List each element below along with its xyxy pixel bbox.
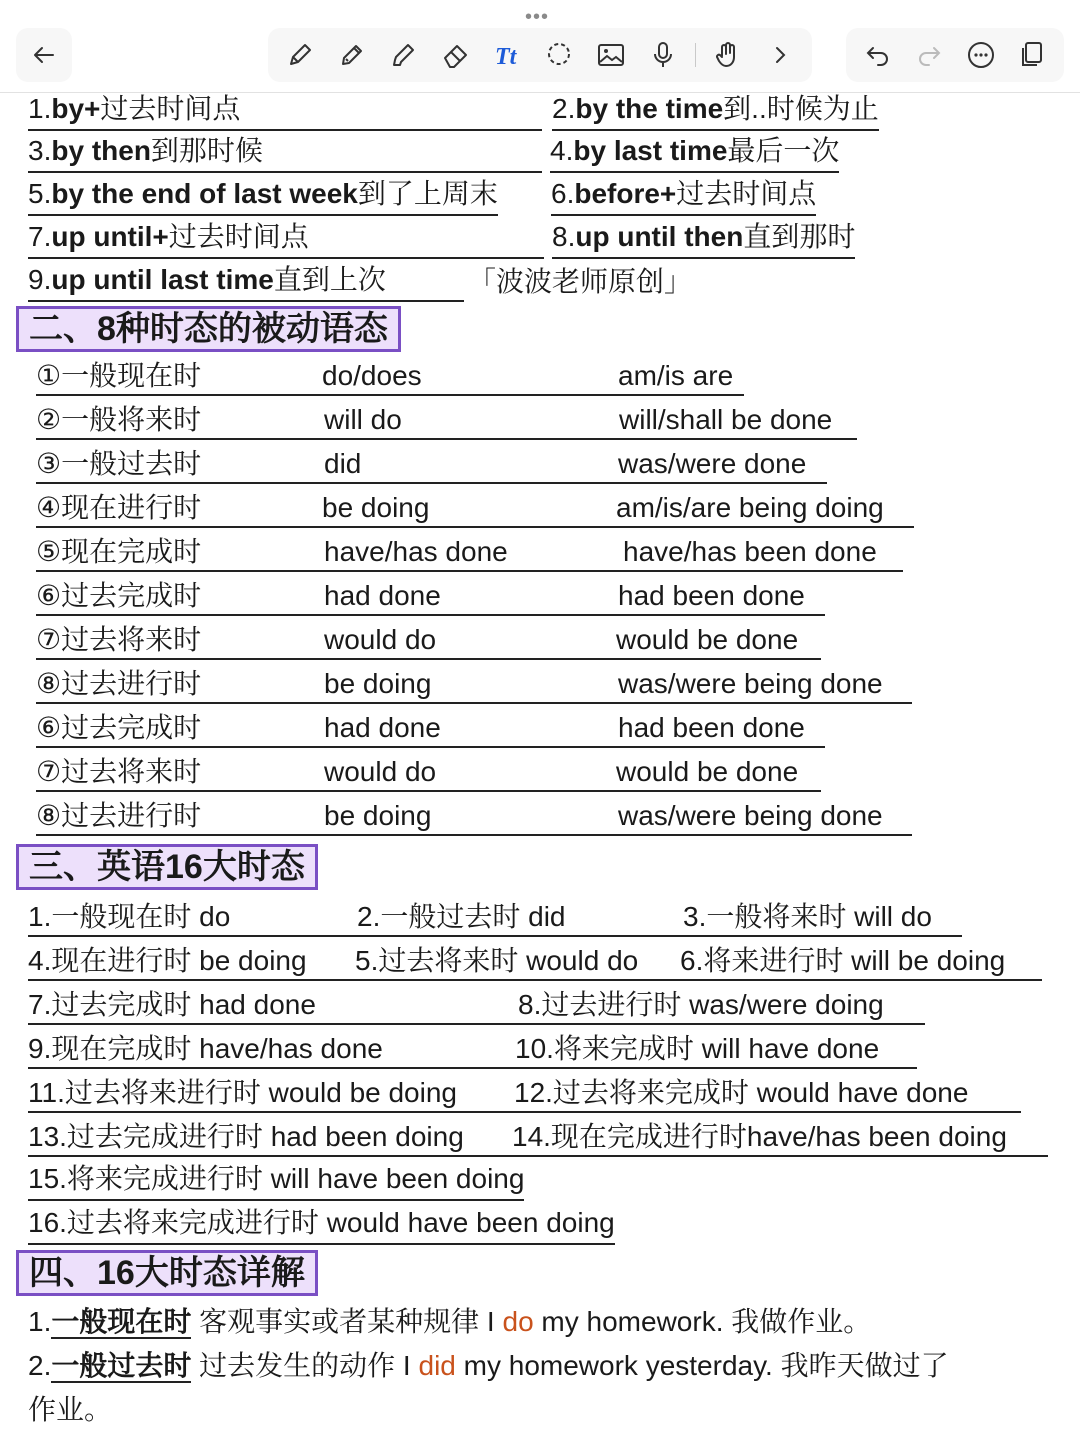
list-item xyxy=(0,897,1080,937)
active-form: did xyxy=(324,448,362,479)
list-item xyxy=(0,985,1080,1025)
detail-2: 2.一般过去时 过去发生的动作 I did my homework yesterday. 我昨天做过了 xyxy=(28,1350,949,1381)
active-form: had done xyxy=(324,580,441,611)
hand-icon[interactable] xyxy=(708,35,748,75)
toolbar xyxy=(0,0,1080,93)
tense-3: 3.一般将来时 will do xyxy=(683,901,932,932)
item-up-until-then: 8.up until then直到那时 xyxy=(552,217,855,259)
tense-14: 14.现在完成进行时have/has been doing xyxy=(512,1121,1007,1152)
tense-name: ⑦过去将来时 xyxy=(36,624,202,655)
active-form: do/does xyxy=(322,360,422,391)
table-row xyxy=(0,400,1080,440)
more-icon[interactable] xyxy=(961,35,1001,75)
table-row xyxy=(0,620,1080,660)
tense-6: 6.将来进行时 will be doing xyxy=(680,945,1006,976)
tense-10: 10.将来完成时 will have done xyxy=(515,1033,880,1064)
item-by-point: 1.by+过去时间点 xyxy=(28,89,542,131)
tense-2: 2.一般过去时 did xyxy=(357,901,566,932)
active-form: be doing xyxy=(324,668,432,699)
tense-1: 1.一般现在时 do xyxy=(28,901,231,932)
list-item xyxy=(0,1161,1080,1201)
tense-13: 13.过去完成进行时 had been doing xyxy=(28,1121,464,1152)
section-header-16-tenses: 三、英语16大时态 xyxy=(16,844,318,890)
active-form: would do xyxy=(324,624,437,655)
item-up-until-last-time: 9.up until last time直到上次 xyxy=(28,260,464,302)
toolbar-divider xyxy=(695,43,696,67)
table-row xyxy=(0,444,1080,484)
list-item xyxy=(0,133,1080,173)
passive-form: was/were being done xyxy=(618,668,883,699)
item-by-end-of-last-week: 5.by the end of last week到了上周末 xyxy=(28,174,498,216)
passive-form: will/shall be done xyxy=(619,404,833,435)
list-item xyxy=(0,1029,1080,1069)
back-button[interactable] xyxy=(16,28,72,82)
item-by-last-time: 4.by last time最后一次 xyxy=(550,131,839,173)
passive-form: was/were being done xyxy=(618,800,883,831)
tense-12: 12.过去将来完成时 would have done xyxy=(514,1077,969,1108)
verb-highlight: did xyxy=(418,1350,456,1381)
section-header-passive-voice: 二、8种时态的被动语态 xyxy=(16,306,401,352)
highlighter-icon[interactable] xyxy=(384,35,424,75)
tense-name: ②一般将来时 xyxy=(36,404,202,435)
item-up-until-point: 7.up until+过去时间点 xyxy=(28,217,544,259)
tense-4: 4.现在进行时 be doing xyxy=(28,945,307,976)
active-form: will do xyxy=(324,404,402,435)
eraser-icon[interactable] xyxy=(436,35,476,75)
tense-8: 8.过去进行时 was/were doing xyxy=(518,989,884,1020)
text-tool-icon[interactable] xyxy=(488,35,528,75)
passive-form: had been done xyxy=(618,580,805,611)
tense-name: ⑦过去将来时 xyxy=(36,756,202,787)
table-row xyxy=(0,796,1080,836)
list-item xyxy=(0,91,1080,131)
list-item xyxy=(0,219,1080,259)
passive-form: was/were done xyxy=(618,448,807,479)
table-row xyxy=(0,752,1080,792)
item-by-the-time: 2.by the time到..时候为止 xyxy=(552,89,879,131)
passive-form: would be done xyxy=(616,624,799,655)
tense-name: ⑧过去进行时 xyxy=(36,800,202,831)
table-row xyxy=(0,664,1080,704)
pages-icon[interactable] xyxy=(1012,35,1052,75)
list-item xyxy=(0,941,1080,981)
image-icon[interactable] xyxy=(591,35,631,75)
passive-form: had been done xyxy=(618,712,805,743)
tool-palette xyxy=(268,28,812,82)
window-grabber-icon[interactable]: ••• xyxy=(525,6,550,28)
tense-name: ③一般过去时 xyxy=(36,448,202,479)
table-row xyxy=(0,356,1080,396)
tense-name: ⑥过去完成时 xyxy=(36,712,202,743)
tense-11: 11.过去将来进行时 would be doing xyxy=(28,1077,457,1108)
list-item xyxy=(0,1205,1080,1245)
author-credit: 「波波老师原创」 xyxy=(468,266,693,297)
tense-5: 5.过去将来时 would do xyxy=(355,945,639,976)
active-form: be doing xyxy=(322,492,430,523)
passive-form: am/is/are being doing xyxy=(616,492,884,523)
detail-1: 1.一般现在时 客观事实或者某种规律 I do my homework. 我做作业。 xyxy=(28,1306,872,1337)
tense-name: ⑥过去完成时 xyxy=(36,580,202,611)
pencil-icon[interactable] xyxy=(332,35,372,75)
active-form: be doing xyxy=(324,800,432,831)
table-row xyxy=(0,708,1080,748)
tense-name: ⑤现在完成时 xyxy=(36,536,202,567)
tense-7: 7.过去完成时 had done xyxy=(28,989,316,1020)
active-form: would do xyxy=(324,756,437,787)
list-item xyxy=(0,1117,1080,1157)
chevron-right-icon[interactable] xyxy=(760,35,800,75)
list-item xyxy=(0,1346,1080,1386)
section-header-tense-details: 四、16大时态详解 xyxy=(16,1250,318,1296)
item-by-then: 3.by then到那时候 xyxy=(28,131,542,173)
svg-text:Tt: Tt xyxy=(494,44,516,70)
table-row xyxy=(0,488,1080,528)
passive-form: would be done xyxy=(616,756,799,787)
microphone-icon[interactable] xyxy=(643,35,683,75)
list-item xyxy=(0,176,1080,216)
tense-name: ①一般现在时 xyxy=(36,360,202,391)
redo-icon[interactable] xyxy=(909,35,949,75)
tense-name: 一般过去时 xyxy=(51,1350,192,1381)
undo-icon[interactable] xyxy=(858,35,898,75)
tense-16: 16.过去将来完成进行时 would have been doing xyxy=(28,1203,615,1245)
active-form: had done xyxy=(324,712,441,743)
tense-name: ④现在进行时 xyxy=(36,492,202,523)
pen-icon[interactable] xyxy=(280,35,320,75)
action-group xyxy=(846,28,1064,82)
detail-2-continued: 作业。 xyxy=(28,1394,113,1425)
table-row xyxy=(0,532,1080,572)
passive-form: have/has been done xyxy=(623,536,877,567)
passive-form: am/is are xyxy=(618,360,734,391)
tense-name: ⑧过去进行时 xyxy=(36,668,202,699)
verb-highlight: do xyxy=(502,1306,534,1337)
tense-9: 9.现在完成时 have/has done xyxy=(28,1033,383,1064)
tense-15: 15.将来完成进行时 will have been doing xyxy=(28,1159,524,1201)
list-item xyxy=(0,1390,1080,1430)
active-form: have/has done xyxy=(324,536,508,567)
arrow-left-icon xyxy=(24,35,64,75)
list-item xyxy=(0,1073,1080,1113)
table-row xyxy=(0,576,1080,616)
list-item xyxy=(0,262,1080,302)
list-item xyxy=(0,1302,1080,1342)
item-before-point: 6.before+过去时间点 xyxy=(551,174,816,216)
lasso-icon[interactable] xyxy=(539,35,579,75)
tense-name: 一般现在时 xyxy=(51,1306,192,1337)
